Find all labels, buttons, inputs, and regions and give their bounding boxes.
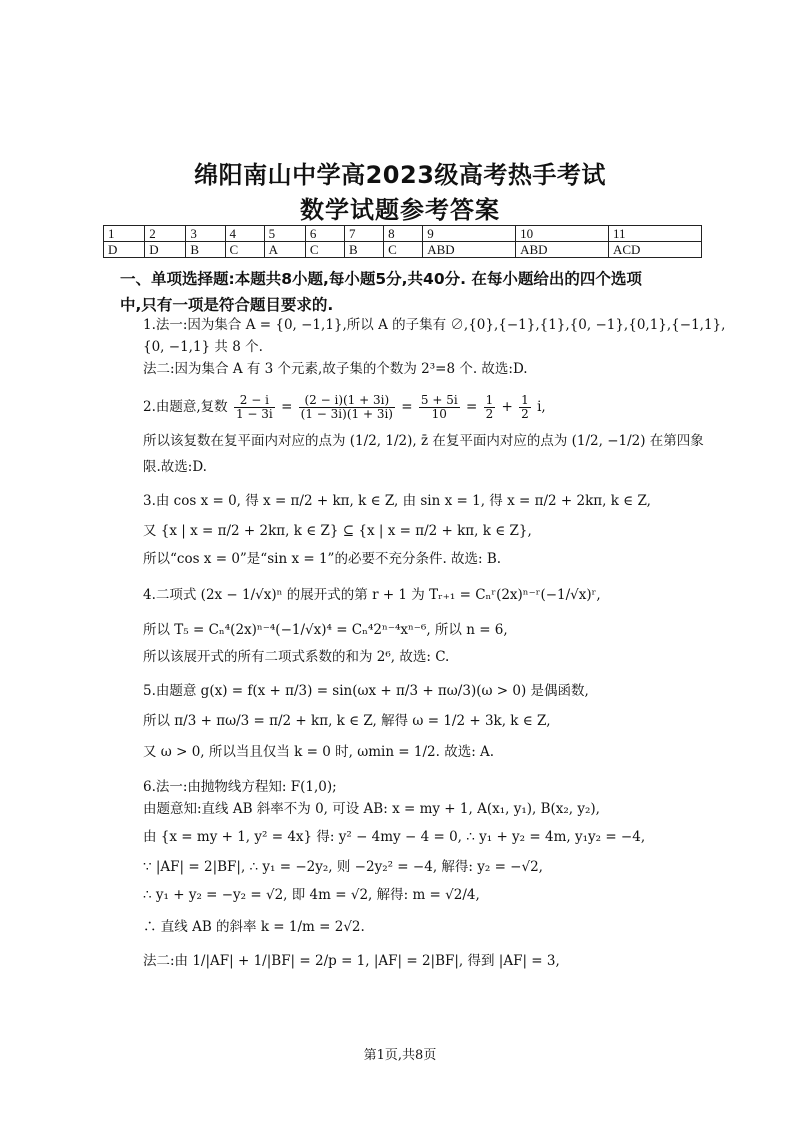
q3-line: 所以“cos x = 0”是“sin x = 1”的必要不充分条件. 故选: B. — [143, 551, 502, 567]
question-number-cell: 8 — [384, 226, 423, 242]
fraction: $\frac{2 - i}{1 - 3i}$ — [235, 393, 273, 421]
question-number-cell: 7 — [344, 226, 383, 242]
fraction: $\frac{(2 - i)(1 + 3i)}{(1 - 3i)(1 + 3i)}$ — [300, 393, 393, 421]
q5-line: 又 ω > 0, 所以当且仅当 k = 0 时, ωmin = 1/2. 故选: A. — [143, 744, 495, 760]
question-number-cell: 10 — [516, 226, 609, 242]
q3-line: 又 {x | x = π/2 + 2kπ, k ∈ Z} ⊆ {x | x = π/2 + kπ, k ∈ Z}, — [143, 523, 532, 539]
answer-cell: B — [344, 242, 383, 258]
answer-cell: C — [305, 242, 344, 258]
answer-cell: D — [104, 242, 145, 258]
q6-line: ∴ y₁ + y₂ = −y₂ = √2, 即 4m = √2, 解得: m = √2/4, — [143, 887, 480, 903]
fraction: $\frac{1}{2}$ — [521, 393, 529, 421]
answer-cell: ACD — [608, 242, 701, 258]
answer-cell: C — [225, 242, 264, 258]
question-number-cell: 9 — [423, 226, 516, 242]
q2-trail: i, — [537, 399, 546, 415]
q6-line: 由题意知:直线 AB 斜率不为 0, 可设 AB: x = my + 1, A(x₁, y₁), B(x₂, y₂), — [143, 801, 600, 817]
answer-table — [103, 225, 702, 258]
q3-line: 3.由 cos x = 0, 得 x = π/2 + kπ, k ∈ Z, 由 sin x = 1, 得 x = π/2 + 2kπ, k ∈ Z, — [143, 493, 651, 509]
question-number-cell: 2 — [145, 226, 186, 242]
question-number-cell: 1 — [104, 226, 145, 242]
q2-lead: 2.由题意,复数 — [143, 399, 228, 415]
question-number-cell: 6 — [305, 226, 344, 242]
answer-cell: B — [186, 242, 225, 258]
q6-line: ∴ 直线 AB 的斜率 k = 1/m = 2√2. — [143, 919, 365, 935]
fraction: $\frac{5 + 5i}{10}$ — [420, 393, 458, 421]
question-number-cell: 3 — [186, 226, 225, 242]
q6-line: ∵ |AF| = 2|BF|, ∴ y₁ = −2y₂, 则 −2y₂² = −4, 解得: y₂ = −√2, — [143, 859, 543, 875]
page-subtitle: 数学试题参考答案 — [300, 196, 500, 224]
q4-line: 所以 T₅ = Cₙ⁴(2x)ⁿ⁻⁴(−1/√x)⁴ = Cₙ⁴2ⁿ⁻⁴xⁿ⁻⁶, 所以 n = 6, — [143, 622, 508, 638]
q6-line: 6.法一:由抛物线方程知: F(1,0); — [143, 779, 337, 795]
q2-line: 所以该复数在复平面内对应的点为 (1/2, 1/2), z̄ 在复平面内对应的点为 (1/2, −1/2) 在第四象 — [143, 433, 704, 449]
q5-line: 所以 π/3 + πω/3 = π/2 + kπ, k ∈ Z, 解得 ω = 1/2 + 3k, k ∈ Z, — [143, 713, 551, 729]
q2-line: 限.故选:D. — [143, 459, 207, 475]
answer-cell: D — [145, 242, 186, 258]
q4-line: 4.二项式 (2x − 1/√x)ⁿ 的展开式的第 r + 1 为 Tᵣ₊₁ = Cₙʳ(2x)ⁿ⁻ʳ(−1/√x)ʳ, — [143, 587, 601, 603]
q1-line: 法二:因为集合 A 有 3 个元素,故子集的个数为 2³=8 个. 故选:D. — [143, 361, 528, 377]
answer-table-number-row — [104, 226, 702, 242]
q1-line: 1.法一:因为集合 A = {0, −1,1},所以 A 的子集有 ∅,{0},{−1},{1},{0, −1},{0,1},{−1,1}, — [143, 317, 726, 333]
q5-line: 5.由题意 g(x) = f(x + π/3) = sin(ωx + π/3 + πω/3)(ω > 0) 是偶函数, — [143, 683, 589, 699]
answer-cell: A — [264, 242, 305, 258]
q1-line: {0, −1,1} 共 8 个. — [143, 339, 263, 355]
section-heading: 一、单项选择题:本题共8小题,每小题5分,共40分. 在每小题给出的四个选项 — [120, 270, 642, 288]
answer-cell: C — [384, 242, 423, 258]
q6-line: 由 {x = my + 1, y² = 4x} 得: y² − 4my − 4 = 0, ∴ y₁ + y₂ = 4m, y₁y₂ = −4, — [143, 829, 646, 845]
fraction: $\frac{1}{2}$ — [485, 393, 494, 421]
section-heading-cont: 中,只有一项是符合题目要求的. — [120, 296, 334, 314]
q2-line-equation: 2.由题意,复数 $\frac{2 - i}{1 - 3i}$ = $\frac{(2 - i)(1 + 3i)}{(1 - 3i)(1 + 3i)}$ = $\frac{5 + 5i}{10}$ = $\frac{1}{2}$ + $\frac{1}{2}$ i, — [143, 393, 546, 421]
answer-table-answer-row — [104, 242, 702, 258]
page-title: 绵阳南山中学高2023级高考热手考试 — [194, 161, 606, 189]
answer-cell: ABD — [516, 242, 609, 258]
q6-line: 法二:由 1/|AF| + 1/|BF| = 2/p = 1, |AF| = 2|BF|, 得到 |AF| = 3, — [143, 953, 560, 969]
question-number-cell: 4 — [225, 226, 264, 242]
question-number-cell: 5 — [264, 226, 305, 242]
question-number-cell: 11 — [608, 226, 701, 242]
q4-line: 所以该展开式的所有二项式系数的和为 2⁶, 故选: C. — [143, 649, 450, 665]
page-footer: 第1页,共8页 — [363, 1048, 437, 1063]
answer-cell: ABD — [423, 242, 516, 258]
